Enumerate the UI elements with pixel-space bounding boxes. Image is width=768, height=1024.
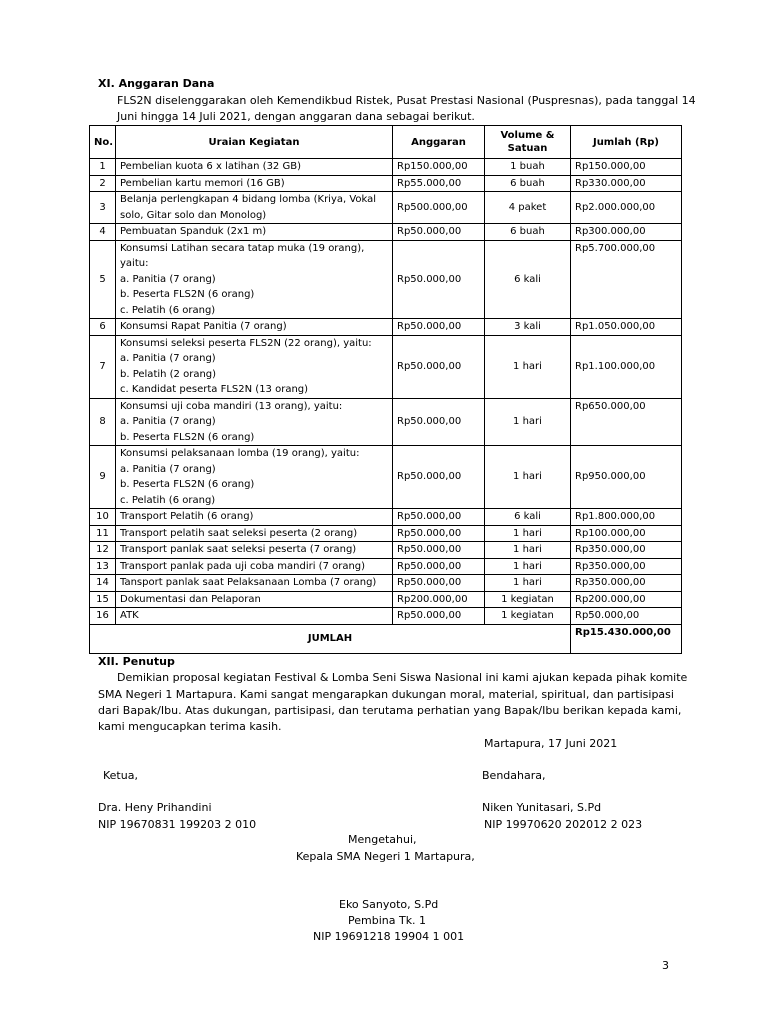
row-volume: 1 hari	[485, 335, 571, 398]
row-anggaran: Rp150.000,00	[393, 159, 485, 176]
row-uraian	[116, 608, 393, 625]
row-uraian	[116, 525, 393, 542]
row-uraian	[116, 509, 393, 526]
row-anggaran: Rp50.000,00	[393, 575, 485, 592]
row-anggaran: Rp200.000,00	[393, 591, 485, 608]
mengetahui-label: Mengetahui,	[348, 833, 417, 846]
ketua-name: Dra. Heny Prihandini	[98, 801, 212, 814]
total-row	[90, 624, 682, 653]
row-volume: 6 buah	[485, 224, 571, 241]
kepala-nip: NIP 19691218 19904 1 001	[313, 930, 465, 943]
row-volume: 6 buah	[485, 175, 571, 192]
header-jumlah: Jumlah (Rp)	[571, 126, 682, 159]
uraian-line: a. Panitia (7 orang)	[120, 463, 216, 475]
row-no: 6	[90, 319, 116, 336]
row-anggaran: Rp50.000,00	[393, 398, 485, 446]
total-value: Rp15.430.000,00	[571, 624, 682, 653]
uraian-line: a. Panitia (7 orang)	[120, 353, 216, 364]
row-jumlah: Rp650.000,00	[571, 398, 682, 446]
row-anggaran: Rp50.000,00	[393, 509, 485, 526]
row-volume: 1 hari	[485, 575, 571, 592]
closing-para-line3: dari Bapak/Ibu. Atas dukungan, partisipasi, dan terutama perhatian yang Bapak/Ibu berikan kepada kami,	[98, 704, 682, 717]
uraian-line: b. Peserta FLS2N (6 orang)	[120, 479, 255, 490]
table-row	[90, 319, 682, 336]
uraian-line: c. Pelatih (6 orang)	[120, 494, 216, 506]
uraian-line: c. Kandidat peserta FLS2N (13 orang)	[120, 384, 309, 395]
closing-para-line4: kami mengucapkan terima kasih.	[98, 720, 282, 733]
bendahara-nip: NIP 19970620 202012 2 023	[484, 818, 643, 831]
row-anggaran: Rp500.000,00	[393, 192, 485, 224]
row-jumlah: Rp950.000,00	[571, 446, 682, 509]
row-jumlah: Rp50.000,00	[571, 608, 682, 625]
row-anggaran: Rp50.000,00	[393, 446, 485, 509]
kepala-name: Eko Sanyoto, S.Pd	[339, 898, 439, 911]
uraian-line: Konsumsi Latihan secara tatap muka (19 orang), yaitu:	[120, 242, 365, 269]
uraian-line: Pembelian kartu memori (16 GB)	[120, 177, 285, 189]
row-volume: 1 hari	[485, 542, 571, 559]
row-no: 8	[90, 398, 116, 446]
table-body	[90, 159, 682, 625]
row-jumlah: Rp1.100.000,00	[571, 335, 682, 398]
section-12-title: XII. Penutup	[98, 655, 175, 668]
row-anggaran: Rp50.000,00	[393, 542, 485, 559]
row-volume: 6 kali	[485, 240, 571, 319]
table-row	[90, 558, 682, 575]
place-date: Martapura, 17 Juni 2021	[484, 737, 618, 750]
uraian-line: Konsumsi Rapat Panitia (7 orang)	[120, 321, 287, 332]
row-no: 15	[90, 591, 116, 608]
row-anggaran: Rp50.000,00	[393, 525, 485, 542]
header-uraian: Uraian Kegiatan	[116, 126, 393, 159]
row-anggaran: Rp50.000,00	[393, 608, 485, 625]
row-uraian	[116, 224, 393, 241]
uraian-line: b. Peserta FLS2N (6 orang)	[120, 431, 255, 443]
row-jumlah: Rp100.000,00	[571, 525, 682, 542]
row-anggaran: Rp50.000,00	[393, 558, 485, 575]
row-uraian	[116, 192, 393, 224]
uraian-line: Tansport panlak saat Pelaksanaan Lomba (7 orang)	[120, 577, 377, 588]
closing-para-line2: SMA Negeri 1 Martapura. Kami sangat mengarapkan dukungan moral, material, spiritual, dan partisipasi	[98, 688, 674, 701]
row-uraian	[116, 240, 393, 319]
row-anggaran: Rp55.000,00	[393, 175, 485, 192]
kepala-rank: Pembina Tk. 1	[348, 914, 427, 927]
row-volume: 4 paket	[485, 192, 571, 224]
row-jumlah: Rp300.000,00	[571, 224, 682, 241]
row-jumlah: Rp5.700.000,00	[571, 240, 682, 319]
bendahara-name: Niken Yunitasari, S.Pd	[482, 801, 602, 814]
row-uraian	[116, 446, 393, 509]
row-uraian	[116, 319, 393, 336]
row-jumlah: Rp350.000,00	[571, 575, 682, 592]
row-uraian	[116, 558, 393, 575]
row-no: 11	[90, 525, 116, 542]
bendahara-role: Bendahara,	[482, 769, 546, 782]
row-jumlah: Rp200.000,00	[571, 591, 682, 608]
row-anggaran: Rp50.000,00	[393, 319, 485, 336]
uraian-line: Belanja perlengkapan 4 bidang lomba (Kriya, Vokal	[120, 194, 377, 205]
uraian-line: Pembelian kuota 6 x latihan (32 GB)	[120, 161, 301, 172]
uraian-line: Transport panlak saat seleksi peserta (7 orang)	[120, 544, 357, 555]
row-volume: 1 hari	[485, 525, 571, 542]
row-volume: 1 kegiatan	[485, 608, 571, 625]
section-11-title: XI. Anggaran Dana	[98, 77, 215, 90]
row-volume: 1 hari	[485, 446, 571, 509]
uraian-line: a. Panitia (7 orang)	[120, 273, 216, 285]
row-no: 12	[90, 542, 116, 559]
section-11-intro-line1: FLS2N diselenggarakan oleh Kemendikbud Ristek, Pusat Prestasi Nasional (Puspresnas), pada tanggal 14	[117, 94, 696, 107]
uraian-line: Transport pelatih saat seleksi peserta (2 orang)	[120, 527, 358, 539]
uraian-line: ATK	[120, 610, 139, 621]
table-row	[90, 575, 682, 592]
uraian-line: b. Peserta FLS2N (6 orang)	[120, 289, 255, 300]
row-anggaran: Rp50.000,00	[393, 335, 485, 398]
row-uraian	[116, 575, 393, 592]
ketua-nip: NIP 19670831 199203 2 010	[98, 818, 257, 831]
row-no: 1	[90, 159, 116, 176]
row-jumlah: Rp330.000,00	[571, 175, 682, 192]
total-label: JUMLAH	[90, 624, 571, 653]
row-uraian	[116, 335, 393, 398]
row-volume: 1 hari	[485, 398, 571, 446]
row-jumlah: Rp1.800.000,00	[571, 509, 682, 526]
closing-para-line1: Demikian proposal kegiatan Festival & Lomba Seni Siswa Nasional ini kami ajukan kepada pihak komite	[117, 671, 688, 684]
table-row	[90, 240, 682, 319]
row-volume: 1 kegiatan	[485, 591, 571, 608]
header-volume-line2: Satuan	[507, 143, 548, 154]
row-anggaran: Rp50.000,00	[393, 224, 485, 241]
row-no: 16	[90, 608, 116, 625]
table-row	[90, 446, 682, 509]
table-row	[90, 591, 682, 608]
uraian-line: Pembuatan Spanduk (2x1 m)	[120, 226, 267, 237]
row-jumlah: Rp350.000,00	[571, 542, 682, 559]
row-jumlah: Rp1.050.000,00	[571, 319, 682, 336]
table-header-row	[90, 126, 682, 159]
table-row	[90, 509, 682, 526]
uraian-line: Transport Pelatih (6 orang)	[120, 511, 254, 522]
table-row	[90, 159, 682, 176]
section-11-intro-line2: Juni hingga 14 Juli 2021, dengan anggaran dana sebagai berikut.	[117, 110, 475, 123]
table-row	[90, 335, 682, 398]
page-number: 3	[662, 959, 669, 972]
row-uraian	[116, 175, 393, 192]
table-row	[90, 542, 682, 559]
row-volume: 3 kali	[485, 319, 571, 336]
row-no: 14	[90, 575, 116, 592]
uraian-line: Dokumentasi dan Pelaporan	[120, 593, 261, 605]
row-no: 7	[90, 335, 116, 398]
uraian-line: Konsumsi uji coba mandiri (13 orang), yaitu:	[120, 400, 343, 412]
row-no: 9	[90, 446, 116, 509]
header-anggaran: Anggaran	[393, 126, 485, 159]
uraian-line: Konsumsi seleksi peserta FLS2N (22 orang), yaitu:	[120, 337, 372, 349]
table-row	[90, 224, 682, 241]
row-uraian	[116, 398, 393, 446]
ketua-role: Ketua,	[103, 769, 138, 782]
row-jumlah: Rp350.000,00	[571, 558, 682, 575]
uraian-line: Konsumsi pelaksanaan lomba (19 orang), yaitu:	[120, 448, 360, 459]
row-no: 2	[90, 175, 116, 192]
uraian-line: a. Panitia (7 orang)	[120, 416, 216, 427]
budget-table	[89, 125, 682, 654]
row-no: 5	[90, 240, 116, 319]
table-row	[90, 608, 682, 625]
uraian-line: c. Pelatih (6 orang)	[120, 304, 216, 316]
table-row	[90, 398, 682, 446]
row-anggaran: Rp50.000,00	[393, 240, 485, 319]
row-uraian	[116, 542, 393, 559]
row-volume: 1 buah	[485, 159, 571, 176]
row-uraian	[116, 159, 393, 176]
uraian-line: b. Pelatih (2 orang)	[120, 368, 217, 380]
table-row	[90, 175, 682, 192]
uraian-line: solo, Gitar solo dan Monolog)	[120, 209, 267, 221]
uraian-line: Transport panlak pada uji coba mandiri (7 orang)	[120, 560, 366, 572]
row-volume: 1 hari	[485, 558, 571, 575]
header-volume	[485, 126, 571, 159]
kepala-role: Kepala SMA Negeri 1 Martapura,	[296, 850, 475, 863]
table-row	[90, 525, 682, 542]
row-jumlah: Rp2.000.000,00	[571, 192, 682, 224]
row-uraian	[116, 591, 393, 608]
table-row	[90, 192, 682, 224]
row-jumlah: Rp150.000,00	[571, 159, 682, 176]
header-volume-line1: Volume &	[500, 130, 555, 141]
row-no: 4	[90, 224, 116, 241]
header-no: No.	[90, 126, 116, 159]
row-no: 3	[90, 192, 116, 224]
row-no: 10	[90, 509, 116, 526]
row-no: 13	[90, 558, 116, 575]
row-volume: 6 kali	[485, 509, 571, 526]
